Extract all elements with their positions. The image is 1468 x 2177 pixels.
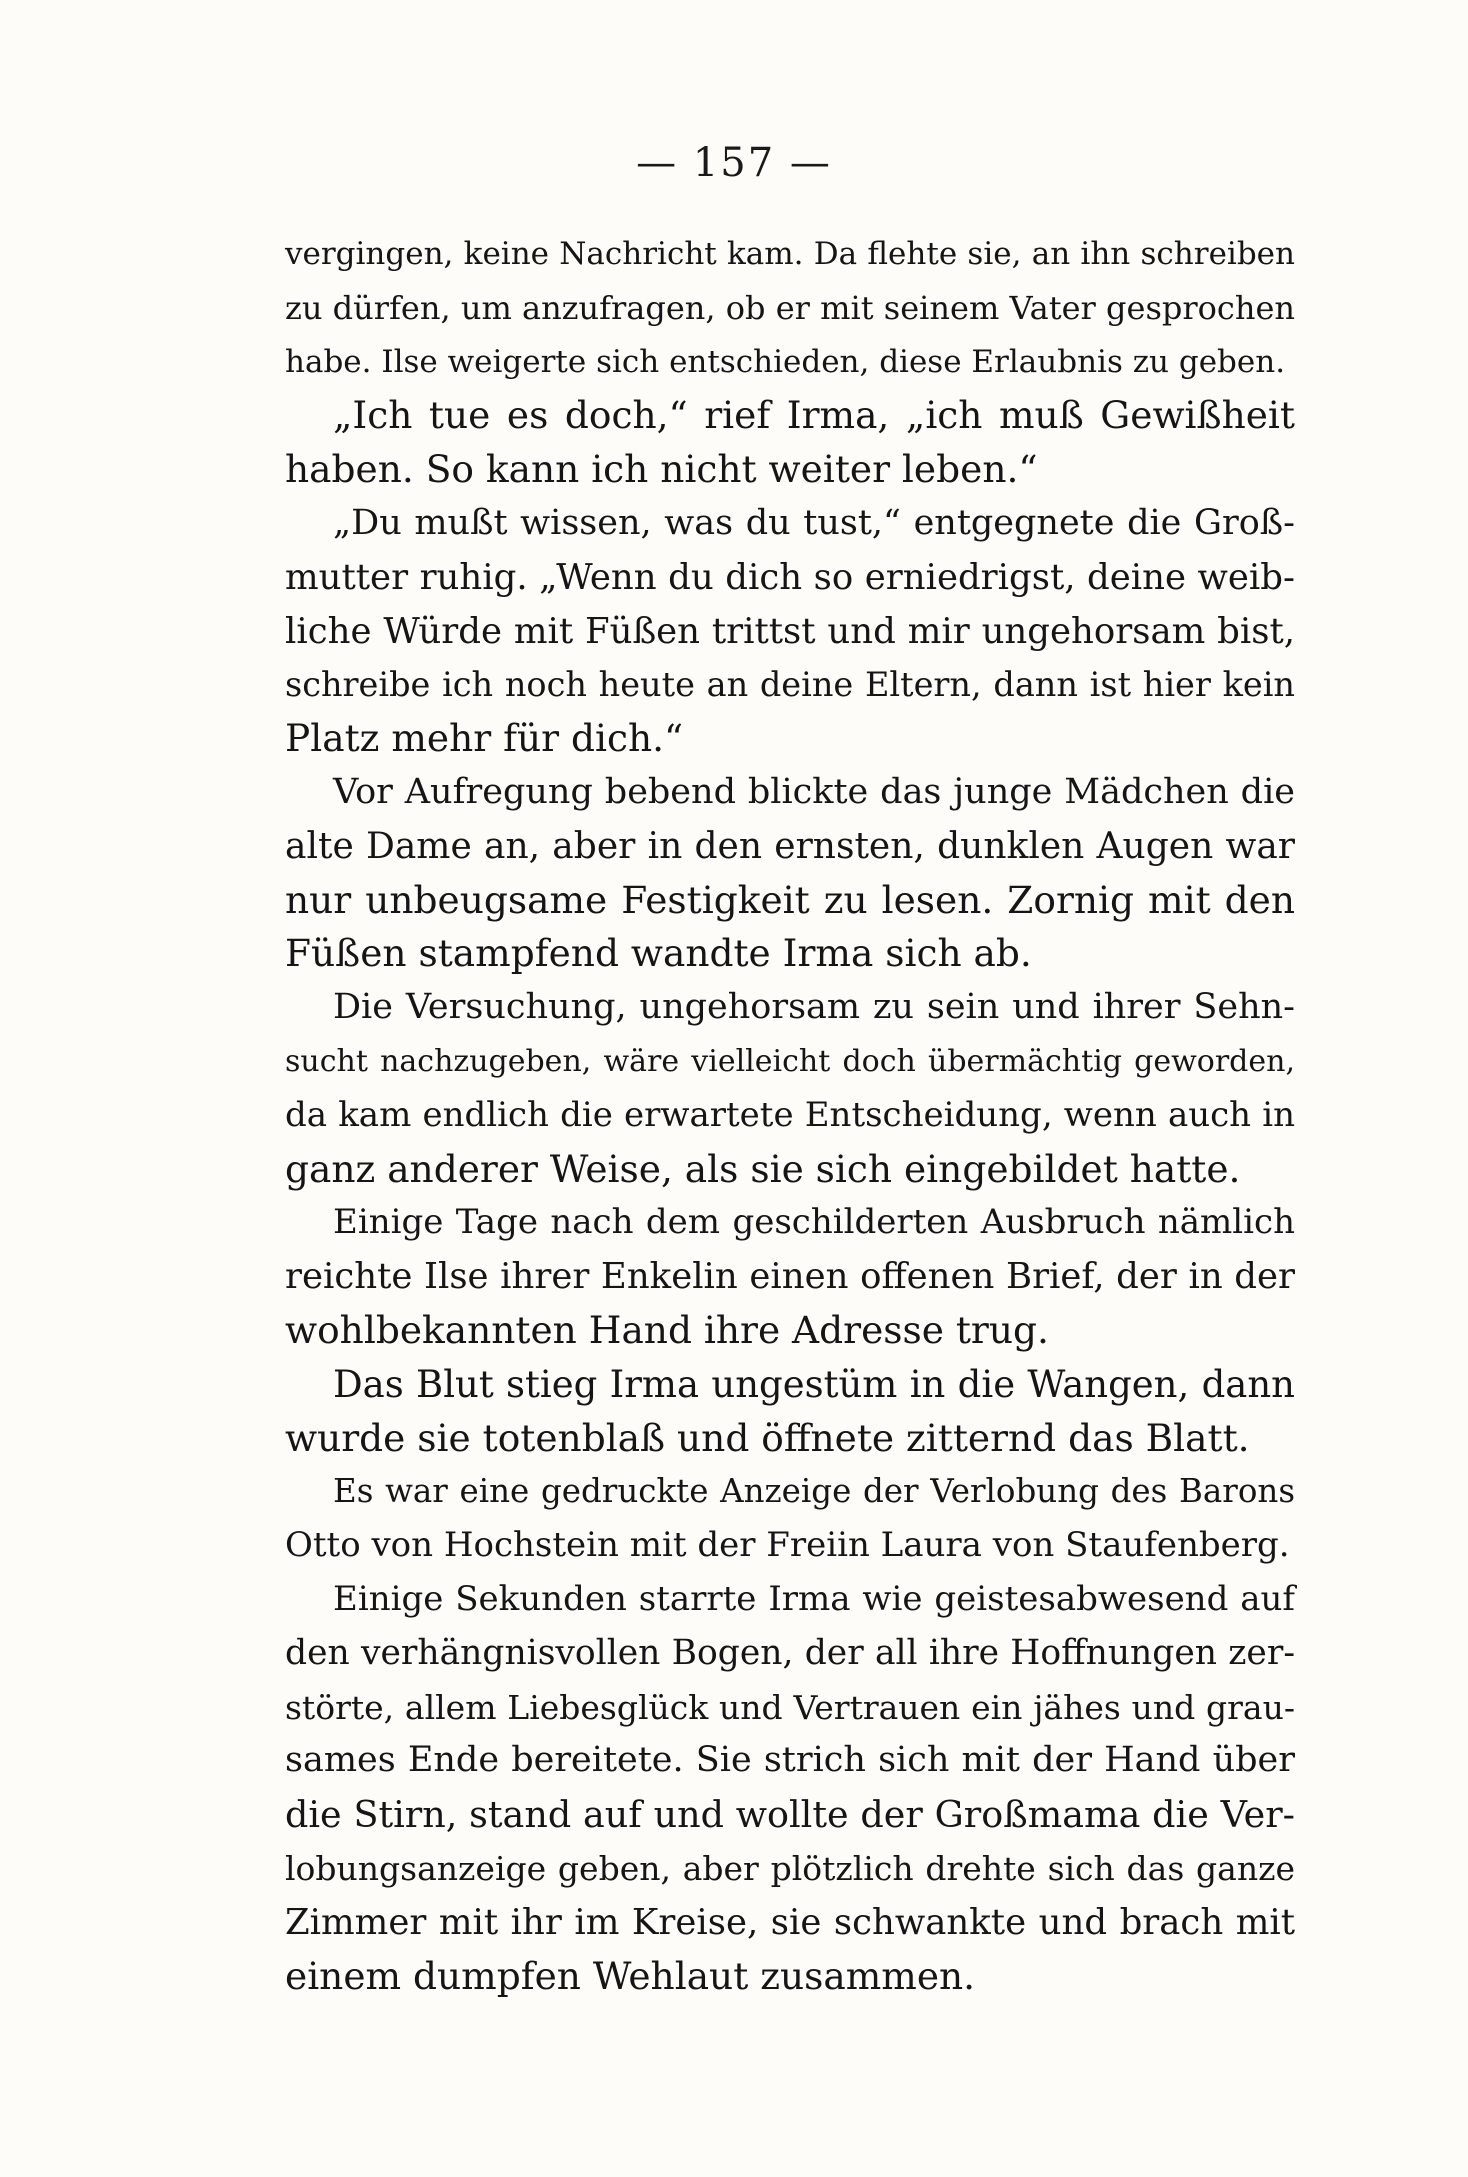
- text-line: schreibe ich noch heute an deine Eltern, dann ist hier kein: [285, 665, 1295, 705]
- text-line: alte Dame an, aber in den ernsten, dunklen Augen war: [285, 825, 1295, 867]
- text-line: wurde sie totenblaß und öffnete zitternd das Blatt.: [285, 1415, 1250, 1460]
- text-line: Füßen stampfend wandte Irma sich ab.: [285, 931, 1032, 976]
- text-line: Einige Sekunden starrte Irma wie geistesabwesend auf: [333, 1578, 1295, 1619]
- text-line: einem dumpfen Wehlaut zusammen.: [285, 1953, 976, 1998]
- text-line: störte, allem Liebesglück und Vertrauen ein jähes und grau-: [285, 1687, 1295, 1727]
- text-line: Das Blut stieg Irma ungestüm in die Wangen, dann: [333, 1362, 1295, 1406]
- text-line: sucht nachzugeben, wäre vielleicht doch übermächtig geworden,: [285, 1043, 1295, 1079]
- text-line: liche Würde mit Füßen trittst und mir ungehorsam bist,: [285, 610, 1295, 652]
- text-line: ganz anderer Weise, als sie sich eingebildet hatte.: [285, 1146, 1241, 1191]
- text-line: sames Ende bereitete. Sie strich sich mit der Hand über: [285, 1740, 1295, 1781]
- text-line: mutter ruhig. „Wenn du dich so erniedrigst, deine weib-: [285, 556, 1295, 598]
- text-line: Es war eine gedruckte Anzeige der Verlobung des Barons: [333, 1472, 1295, 1511]
- text-line: den verhängnisvollen Bogen, der all ihre Hoffnungen zer-: [285, 1632, 1295, 1673]
- text-line: lobungsanzeige geben, aber plötzlich drehte sich das ganze: [285, 1848, 1295, 1888]
- text-line: habe. Ilse weigerte sich entschieden, diese Erlaubnis zu geben.: [285, 343, 1286, 380]
- text-line: „Ich tue es doch,“ rief Irma, „ich muß Gewißheit: [333, 393, 1295, 438]
- text-line: „Du mußt wissen, was du tust,“ entgegnete die Groß-: [333, 502, 1295, 543]
- body-text: [285, 228, 1295, 2003]
- text-line: Vor Aufregung bebend blickte das junge Mädchen die: [333, 771, 1295, 812]
- text-line: Zimmer mit ihr im Kreise, sie schwankte und brach mit: [285, 1901, 1295, 1943]
- text-line: zu dürfen, um anzufragen, ob er mit seinem Vater gesprochen: [285, 288, 1295, 327]
- text-line: haben. So kann ich nicht weiter leben.“: [285, 447, 1038, 492]
- text-line: da kam endlich die erwartete Entscheidung, wenn auch in: [285, 1094, 1295, 1135]
- text-line: wohlbekannten Hand ihre Adresse trug.: [285, 1307, 1049, 1352]
- text-line: die Stirn, stand auf und wollte der Großmama die Ver-: [285, 1793, 1295, 1837]
- text-line: Platz mehr für dich.“: [285, 716, 684, 761]
- text-line: nur unbeugsame Festigkeit zu lesen. Zornig mit den: [285, 877, 1295, 922]
- page-number: — 157 —: [636, 140, 832, 186]
- text-line: Die Versuchung, ungehorsam zu sein und ihrer Sehn-: [333, 987, 1295, 1028]
- text-line: reichte Ilse ihrer Enkelin einen offenen Brief, der in der: [285, 1256, 1295, 1298]
- text-line: Otto von Hochstein mit der Freiin Laura von Staufenberg.: [285, 1525, 1290, 1566]
- text-line: Einige Tage nach dem geschilderten Ausbruch nämlich: [333, 1202, 1295, 1243]
- text-line: vergingen, keine Nachricht kam. Da flehte sie, an ihn schreiben: [285, 236, 1295, 272]
